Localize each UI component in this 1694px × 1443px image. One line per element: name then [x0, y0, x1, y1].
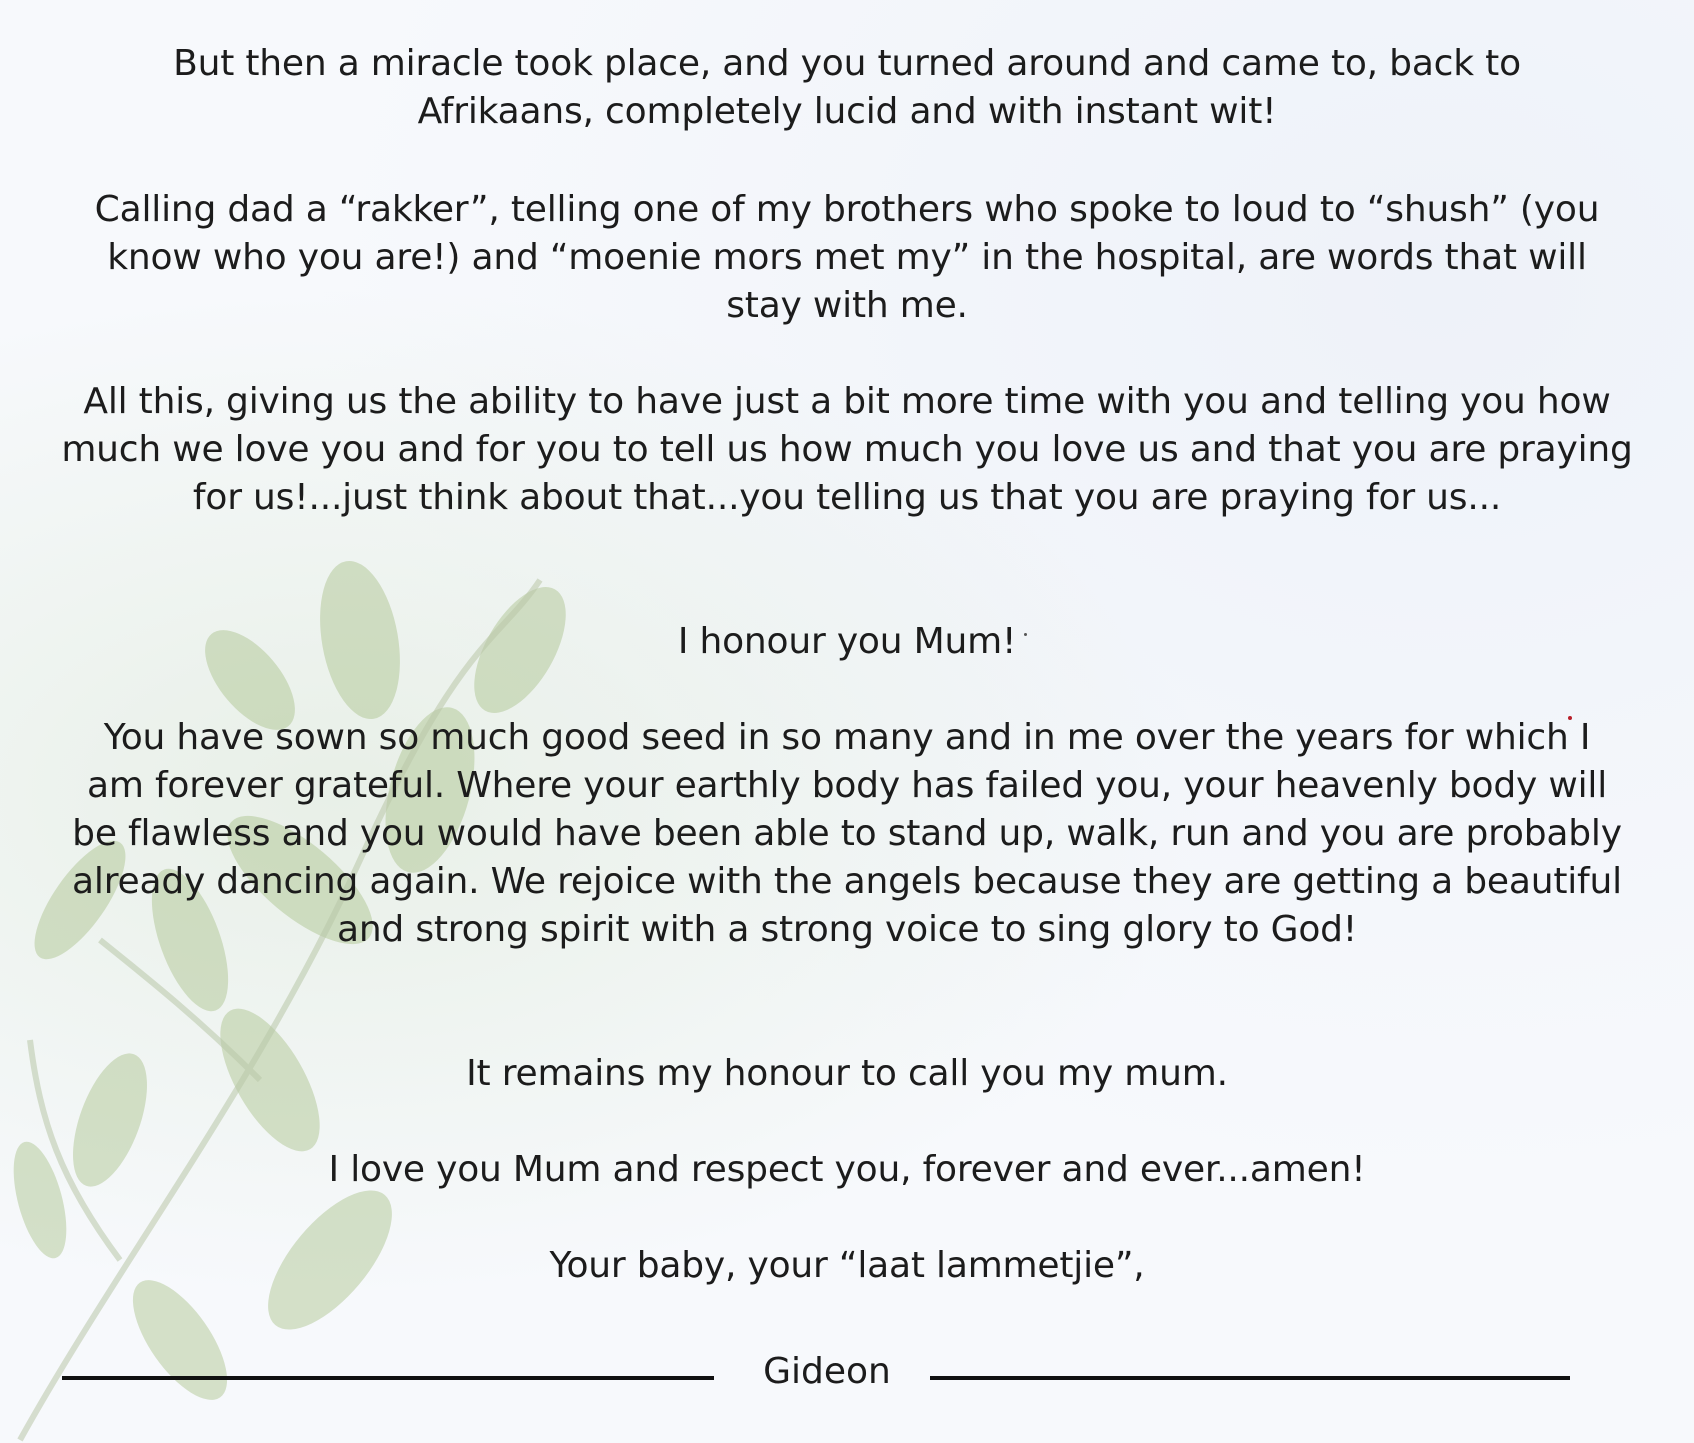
- leaf-branch-icon: [0, 560, 620, 1443]
- signature-line-right: [930, 1376, 1570, 1380]
- signature-name: Gideon: [763, 1351, 891, 1392]
- paragraph-remains-honour: It remains my honour to call you my mum.: [466, 1053, 1228, 1094]
- paragraph-rakker: Calling dad a “rakker”, telling one of my brothers who spoke to loud to “shush” (you know who you are!) and “moenie mors met my” in the hospital, are words that will stay with me.: [94, 189, 1600, 326]
- paragraph-your-baby: Your baby, your “laat lammetjie”,: [549, 1245, 1145, 1286]
- signature-row: [62, 1348, 1570, 1396]
- paragraph-more-time: All this, giving us the ability to have just a bit more time with you and telling you how much we love you and for you to tell us how much you love us and that you are praying for us!...just think about that...you telling us that you are praying for us...: [61, 381, 1633, 518]
- signature-line-left: [62, 1376, 714, 1380]
- paragraph-miracle: But then a miracle took place, and you turned around and came to, back to Afrikaans, completely lucid and with instant wit!: [173, 43, 1521, 132]
- paragraph-love-you: I love you Mum and respect you, forever and ever...amen!: [328, 1149, 1366, 1190]
- paragraph-honour: I honour you Mum!: [677, 621, 1017, 662]
- paragraph-good-seed: You have sown so much good seed in so many and in me over the years for which I am forever grateful. Where your earthly body has failed you, your heavenly body will be flawless and you would have been able to stand up, walk, run and you are probably already dancing again. We rejoice with the angels because they are getting a beautiful and strong spirit with a strong voice to sing glory to God!: [72, 717, 1622, 950]
